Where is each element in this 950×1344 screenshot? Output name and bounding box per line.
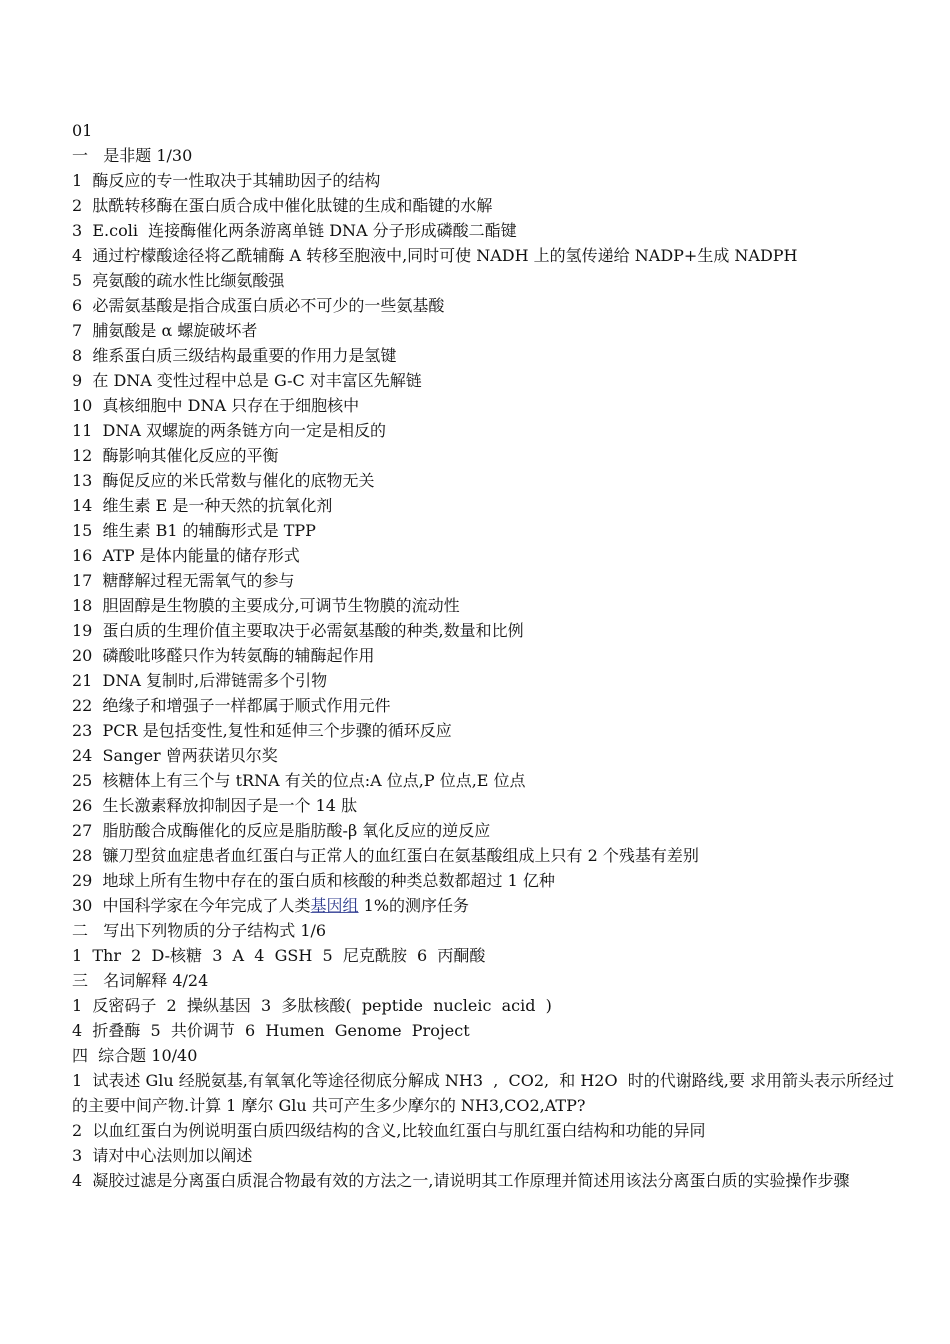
- exam-page: [72, 118, 902, 1193]
- question-item: 3 E.coli 连接酶催化两条游离单链 DNA 分子形成磷酸二酯键: [72, 221, 517, 240]
- question-item: 15 维生素 B1 的辅酶形式是 TPP: [72, 521, 316, 540]
- question-item: 11 DNA 双螺旋的两条链方向一定是相反的: [72, 421, 387, 440]
- question-item: 1 酶反应的专一性取决于其辅助因子的结构: [72, 171, 381, 190]
- question-item: 17 糖酵解过程无需氧气的参与: [72, 571, 295, 590]
- question-30-text-after: 1%的测序任务: [358, 896, 470, 915]
- question-item: 8 维系蛋白质三级结构最重要的作用力是氢键: [72, 346, 397, 365]
- question-item: 13 酶促反应的米氏常数与催化的底物无关: [72, 471, 375, 490]
- question-item: 18 胆固醇是生物膜的主要成分,可调节生物膜的流动性: [72, 596, 460, 615]
- question-item: 5 亮氨酸的疏水性比缬氨酸强: [72, 271, 285, 290]
- question-item: 26 生长激素释放抑制因子是一个 14 肽: [72, 796, 358, 815]
- section3-title: 三 名词解释 4/24: [72, 971, 209, 990]
- question-item: 9 在 DNA 变性过程中总是 G-C 对丰富区先解链: [72, 371, 422, 390]
- essay-question-4: 4 凝胶过滤是分离蛋白质混合物最有效的方法之一,请说明其工作原理并简述用该法分离蛋白质的实验操作步骤: [72, 1171, 850, 1190]
- term-items-row2: 4 折叠酶 5 共价调节 6 Humen Genome Project: [72, 1021, 470, 1040]
- section1-list: [72, 168, 902, 918]
- question-item: 21 DNA 复制时,后滞链需多个引物: [72, 671, 328, 690]
- question-item: 6 必需氨基酸是指合成蛋白质必不可少的一些氨基酸: [72, 296, 445, 315]
- question-item: 27 脂肪酸合成酶催化的反应是脂肪酸-β 氧化反应的逆反应: [72, 821, 491, 840]
- question-item-30: [72, 893, 902, 918]
- question-item: 14 维生素 E 是一种天然的抗氧化剂: [72, 496, 333, 515]
- page-number: 01: [72, 121, 93, 140]
- question-item: 4 通过柠檬酸途径将乙酰辅酶 A 转移至胞液中,同时可使 NADH 上的氢传递给 NADP+生成 NADPH: [72, 246, 798, 265]
- essay-question-3: 3 请对中心法则加以阐述: [72, 1146, 253, 1165]
- question-30-text-before: 30 中国科学家在今年完成了人类: [72, 896, 311, 915]
- question-item: 23 PCR 是包括变性,复性和延伸三个步骤的循环反应: [72, 721, 452, 740]
- question-item: 12 酶影响其催化反应的平衡: [72, 446, 279, 465]
- question-item: 22 绝缘子和增强子一样都属于顺式作用元件: [72, 696, 391, 715]
- question-item: 16 ATP 是体内能量的储存形式: [72, 546, 300, 565]
- question-item: 2 肽酰转移酶在蛋白质合成中催化肽键的生成和酯键的水解: [72, 196, 493, 215]
- question-item: 28 镰刀型贫血症患者血红蛋白与正常人的血红蛋白在氨基酸组成上只有 2 个残基有差别: [72, 846, 699, 865]
- section4-title: 四 综合题 10/40: [72, 1046, 198, 1065]
- term-items-row1: 1 反密码子 2 操纵基因 3 多肽核酸( peptide nucleic acid ): [72, 996, 552, 1015]
- question-item: 19 蛋白质的生理价值主要取决于必需氨基酸的种类,数量和比例: [72, 621, 524, 640]
- question-item: 7 脯氨酸是 α 螺旋破坏者: [72, 321, 258, 340]
- essay-question-2: 2 以血红蛋白为例说明蛋白质四级结构的含义,比较血红蛋白与肌红蛋白结构和功能的异同: [72, 1121, 706, 1140]
- question-item: 25 核糖体上有三个与 tRNA 有关的位点:A 位点,P 位点,E 位点: [72, 771, 526, 790]
- question-item: 10 真核细胞中 DNA 只存在于细胞核中: [72, 396, 360, 415]
- section1-title: 一 是非题 1/30: [72, 146, 193, 165]
- question-item: 29 地球上所有生物中存在的蛋白质和核酸的种类总数都超过 1 亿种: [72, 871, 555, 890]
- genome-link[interactable]: 基因组: [310, 896, 359, 915]
- question-item: 24 Sanger 曾两获诺贝尔奖: [72, 746, 278, 765]
- essay-question-1: 1 试表述 Glu 经脱氨基,有氧氧化等途径彻底分解成 NH3 , CO2, 和 H2O 时的代谢路线,要 求用箭头表示所经过的主要中间产物.计算 1 摩尔 Glu 共可产生多少摩尔的 NH3,CO2,ATP?: [72, 1071, 894, 1115]
- structure-items: 1 Thr 2 D-核糖 3 A 4 GSH 5 尼克酰胺 6 丙酮酸: [72, 946, 486, 965]
- question-item: 20 磷酸吡哆醛只作为转氨酶的辅酶起作用: [72, 646, 375, 665]
- section2-title: 二 写出下列物质的分子结构式 1/6: [72, 921, 327, 940]
